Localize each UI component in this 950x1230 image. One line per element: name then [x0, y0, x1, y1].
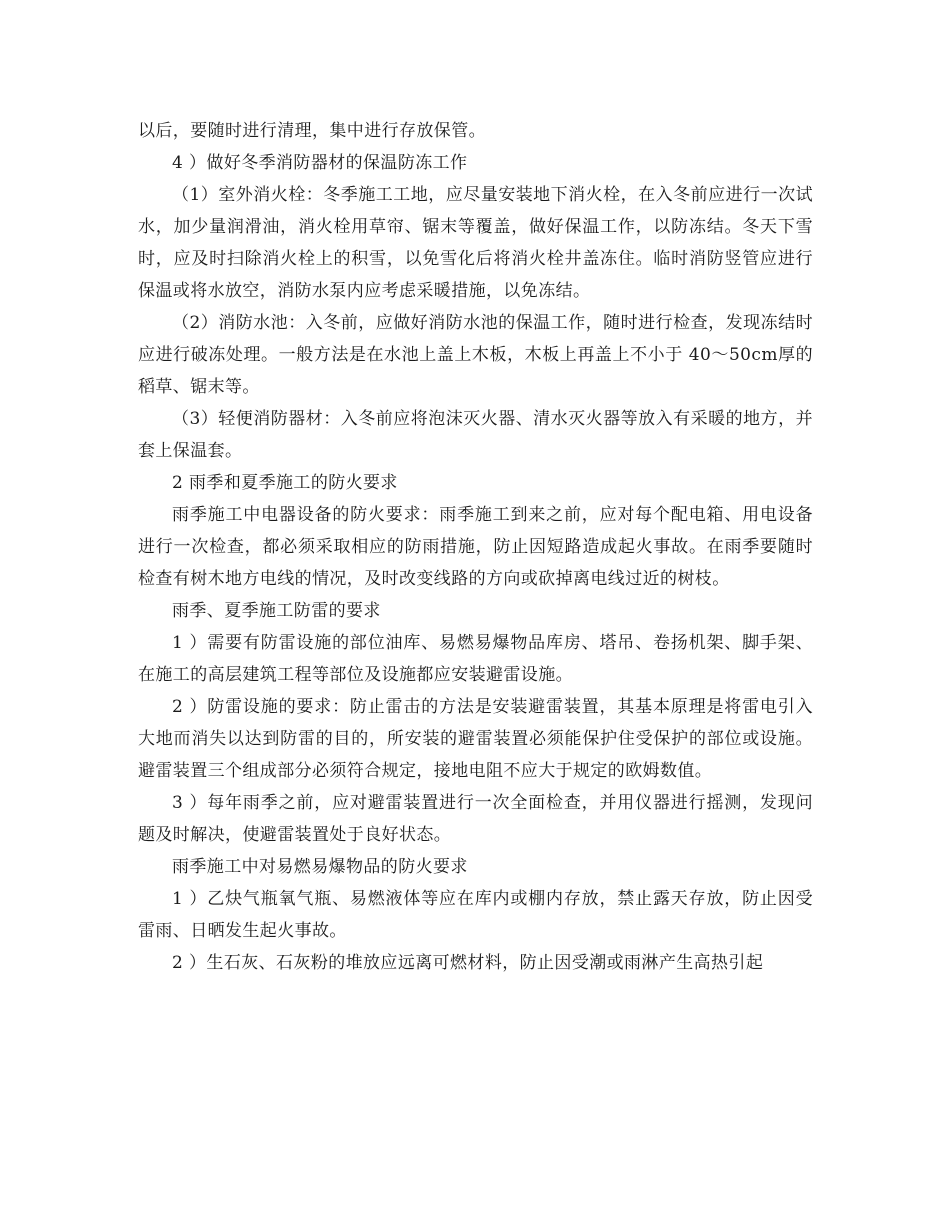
- section-heading-rain-summer: 2 雨季和夏季施工的防火要求: [172, 473, 398, 493]
- document-page: [138, 115, 813, 979]
- paragraph-continuation: 以后，要随时进行清理，集中进行存放保管。: [138, 121, 486, 141]
- paragraph-lightning-locations: 1 ）需要有防雷设施的部位油库、易燃易爆物品库房、塔吊、卷扬机架、脚手架、在施工的高层建筑工程等部位及设施都应安装避雷设施。: [138, 633, 813, 685]
- paragraph-portable-equipment: （3）轻便消防器材：入冬前应将泡沫灭火器、清水灭火器等放入有采暖的地方，并套上保温套。: [138, 409, 813, 461]
- section-heading-winter-equipment: 4 ）做好冬季消防器材的保温防冻工作: [172, 153, 468, 173]
- section-heading-flammable-goods: 雨季施工中对易燃易爆物品的防火要求: [172, 857, 468, 877]
- paragraph-lightning-inspection: 3 ）每年雨季之前，应对避雷装置进行一次全面检查，并用仪器进行摇测，发现问题及时解决，使避雷装置处于良好状态。: [138, 793, 813, 845]
- section-heading-lightning: 雨季、夏季施工防雷的要求: [172, 601, 381, 621]
- paragraph-gas-cylinders: 1 ）乙炔气瓶氧气瓶、易燃液体等应在库内或棚内存放，禁止露天存放，防止因受雷雨、日晒发生起火事故。: [138, 889, 813, 941]
- paragraph-quicklime: 2 ）生石灰、石灰粉的堆放应远离可燃材料，防止因受潮或雨淋产生高热引起: [172, 953, 764, 973]
- paragraph-outdoor-hydrant: （1）室外消火栓：冬季施工工地，应尽量安装地下消火栓，在入冬前应进行一次试水，加少量润滑油，消火栓用草帘、锯末等覆盖，做好保温工作，以防冻结。冬天下雪时，应及时扫除消火栓上的积雪，以免雪化后将消火栓井盖冻住。临时消防竖管应进行保温或将水放空，消防水泵内应考虑采暖措施，以免冻结。: [138, 185, 813, 301]
- paragraph-lightning-requirements: 2 ）防雷设施的要求：防止雷击的方法是安装避雷装置，其基本原理是将雷电引入大地而消失以达到防雷的目的，所安装的避雷装置必须能保护住受保护的部位或设施。避雷装置三个组成部分必须符合规定，接地电阻不应大于规定的欧姆数值。: [138, 697, 813, 781]
- paragraph-fire-pool: （2）消防水池：入冬前，应做好消防水池的保温工作，随时进行检查，发现冻结时应进行破冻处理。一般方法是在水池上盖上木板，木板上再盖上不小于 40～50cm厚的稻草、锯末等。: [138, 313, 813, 397]
- paragraph-electrical-equipment: 雨季施工中电器设备的防火要求：雨季施工到来之前，应对每个配电箱、用电设备进行一次检查，都必须采取相应的防雨措施，防止因短路造成起火事故。在雨季要随时检查有树木地方电线的情况，及时改变线路的方向或砍掉离电线过近的树枝。: [138, 505, 813, 589]
